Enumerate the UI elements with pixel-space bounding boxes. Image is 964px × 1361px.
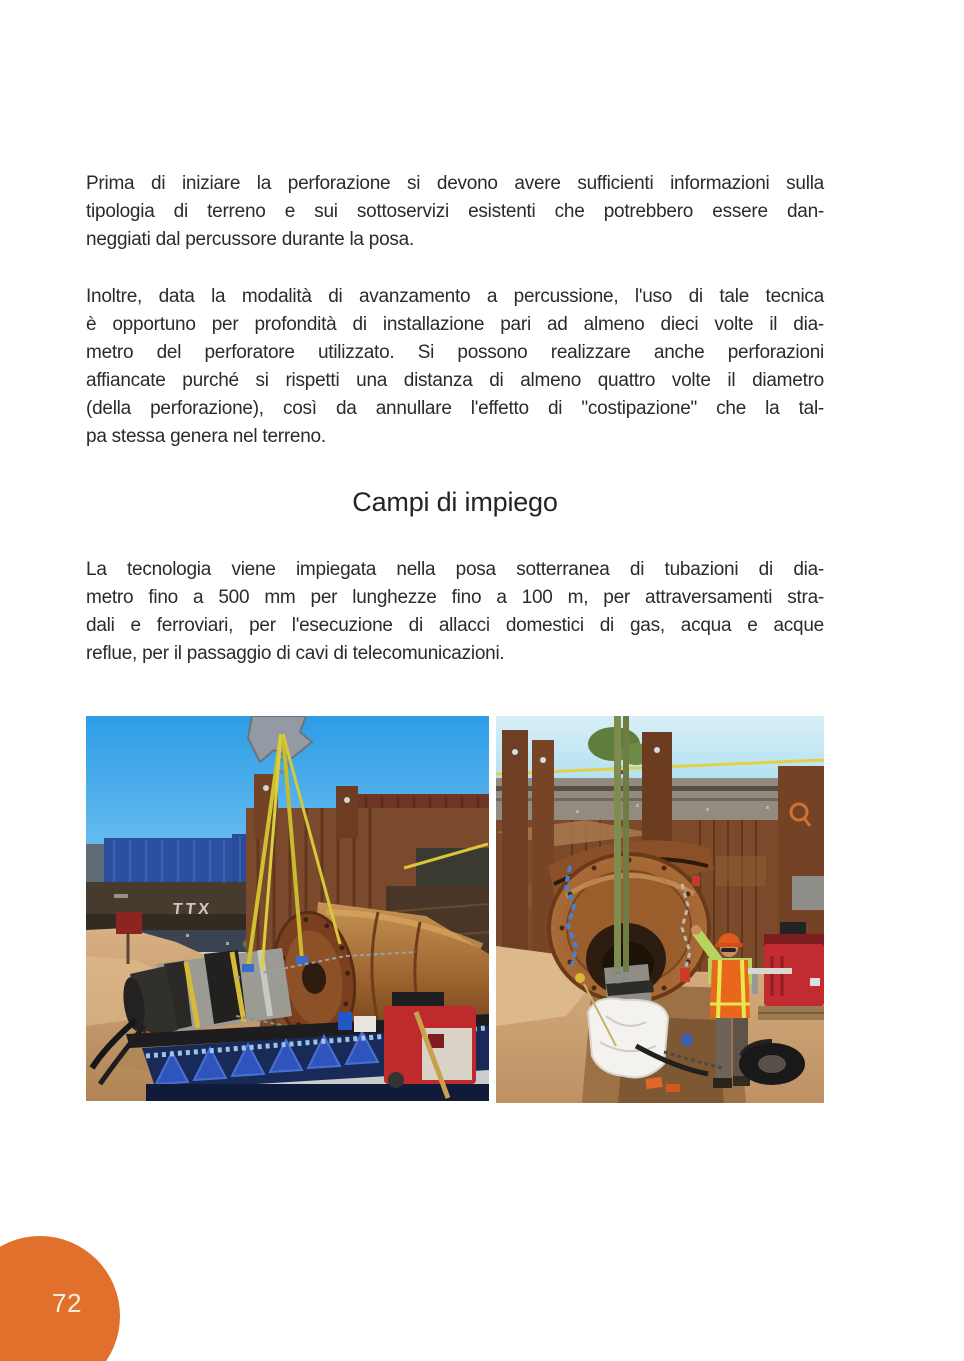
paragraph-line: affiancate purché si rispetti una distanza di almeno quattro volte il diametro bbox=[86, 370, 824, 391]
paragraph-line: metro fino a 500 mm per lunghezze fino a 100 m, per attraversamenti stra- bbox=[86, 587, 824, 608]
photo-right-pit-worker bbox=[496, 716, 824, 1103]
paragraph-line: neggiati dal percussore durante la posa. bbox=[86, 229, 415, 250]
section-heading: Campi di impiego bbox=[352, 487, 558, 517]
paragraph-line: metro del perforatore utilizzato. Si possono realizzare anche perforazioni bbox=[86, 342, 824, 363]
paragraph-line: è opportuno per profondità di installazione pari ad almeno dieci volte il dia- bbox=[86, 314, 824, 335]
page-number: 72 bbox=[52, 1288, 82, 1318]
paragraph-2 bbox=[86, 283, 824, 451]
paragraph-line: (della perforazione), così da annullare l'effetto di "costipazione" che la tal- bbox=[86, 398, 824, 419]
paragraph-line: reflue, per il passaggio di cavi di telecomunicazioni. bbox=[86, 643, 505, 664]
paragraph-line: pa stessa genera nel terreno. bbox=[86, 426, 326, 447]
paragraph-line: Inoltre, data la modalità di avanzamento a percussione, l'uso di tale tecnica bbox=[86, 286, 824, 307]
photo-left-pipe-lifting bbox=[86, 716, 489, 1101]
paragraph-line: tipologia di terreno e sui sottoservizi esistenti che potrebbero essere dan- bbox=[86, 201, 824, 222]
paragraph-line: dali e ferroviari, per l'esecuzione di allacci domestici di gas, acqua e acque bbox=[86, 615, 824, 636]
paragraph-line: La tecnologia viene impiegata nella posa sotterranea di tubazioni di dia- bbox=[86, 559, 824, 580]
paragraph-line: Prima di iniziare la perforazione si devono avere sufficienti informazioni sulla bbox=[86, 173, 824, 194]
railcar-mark-text: TTX bbox=[171, 900, 213, 918]
paragraph-3 bbox=[86, 556, 824, 668]
paragraph-1 bbox=[86, 170, 824, 254]
